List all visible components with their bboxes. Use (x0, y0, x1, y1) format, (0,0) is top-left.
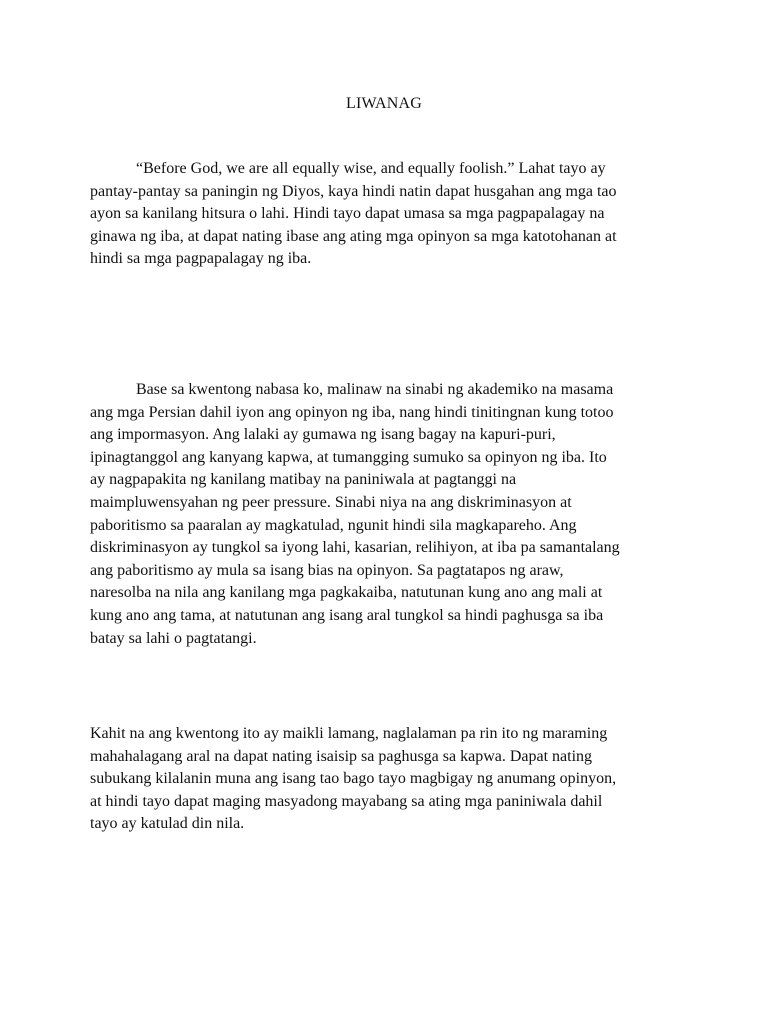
paragraph-line: maimpluwensyahan ng peer pressure. Sinabi niya na ang diskriminasyon at (90, 493, 572, 511)
paragraph-2 (90, 379, 678, 650)
paragraph-line: paboritismo sa paaralan ay magkatulad, ngunit hindi sila magkapareho. Ang (90, 516, 577, 534)
paragraph-line: ipinagtanggol ang kanyang kapwa, at tumangging sumuko sa opinyon ng iba. Ito (90, 448, 607, 466)
paragraph-1 (90, 158, 678, 271)
paragraph-line: ang paboritismo ay mula sa isang bias na opinyon. Sa pagtatapos ng araw, (90, 561, 564, 579)
paragraph-line: kung ano ang tama, at natutunan ang isang aral tungkol sa hindi paghusga sa iba (90, 606, 604, 624)
paragraph-line: ayon sa kanilang hitsura o lahi. Hindi tayo dapat umasa sa mga pagpapalagay na (90, 205, 605, 223)
paragraph-line: hindi sa mga pagpapalagay ng iba. (90, 250, 312, 268)
paragraph-line: at hindi tayo dapat maging masyadong mayabang sa ating mga paniniwala dahil (90, 792, 603, 810)
paragraph-line: pantay-pantay sa paningin ng Diyos, kaya hindi natin dapat husgahan ang mga tao (90, 182, 617, 200)
paragraph-line: subukang kilalanin muna ang isang tao bago tayo magbigay ng anumang opinyon, (90, 770, 617, 788)
paragraph-line: Kahit na ang kwentong ito ay maikli lamang, naglalaman pa rin ito ng maraming (90, 725, 608, 742)
paragraph-line: diskriminasyon ay tungkol sa iyong lahi, kasarian, relihiyon, at iba pa samantalang (90, 539, 620, 557)
paragraph-line: Base sa kwentong nabasa ko, malinaw na sinabi ng akademiko na masama (136, 381, 614, 398)
paragraph-3 (90, 723, 678, 836)
paragraph-line: ginawa ng iba, at dapat nating ibase ang ating mga opinyon sa mga katotohanan at (90, 227, 617, 245)
paragraph-line: “Before God, we are all equally wise, and equally foolish.” Lahat tayo ay (136, 160, 606, 177)
paragraph-line: ang impormasyon. Ang lalaki ay gumawa ng isang bagay na kapuri-puri, (90, 426, 556, 444)
document-title: LIWANAG (345, 95, 423, 112)
paragraph-line: mahahalagang aral na dapat nating isaisip sa paghusga sa kapwa. Dapat nating (90, 747, 593, 765)
paragraph-line: naresolba na nila ang kanilang mga pagkakaiba, natutunan kung ano ang mali at (90, 584, 603, 602)
paragraph-line: ay nagpapakita ng kanilang matibay na paniniwala at pagtanggi na (90, 471, 517, 489)
paragraph-line: batay sa lahi o pagtatangi. (90, 629, 257, 647)
paragraph-line: tayo ay katulad din nila. (90, 815, 245, 833)
paragraph-line: ang mga Persian dahil iyon ang opinyon ng iba, nang hindi tinitingnan kung totoo (90, 403, 614, 421)
